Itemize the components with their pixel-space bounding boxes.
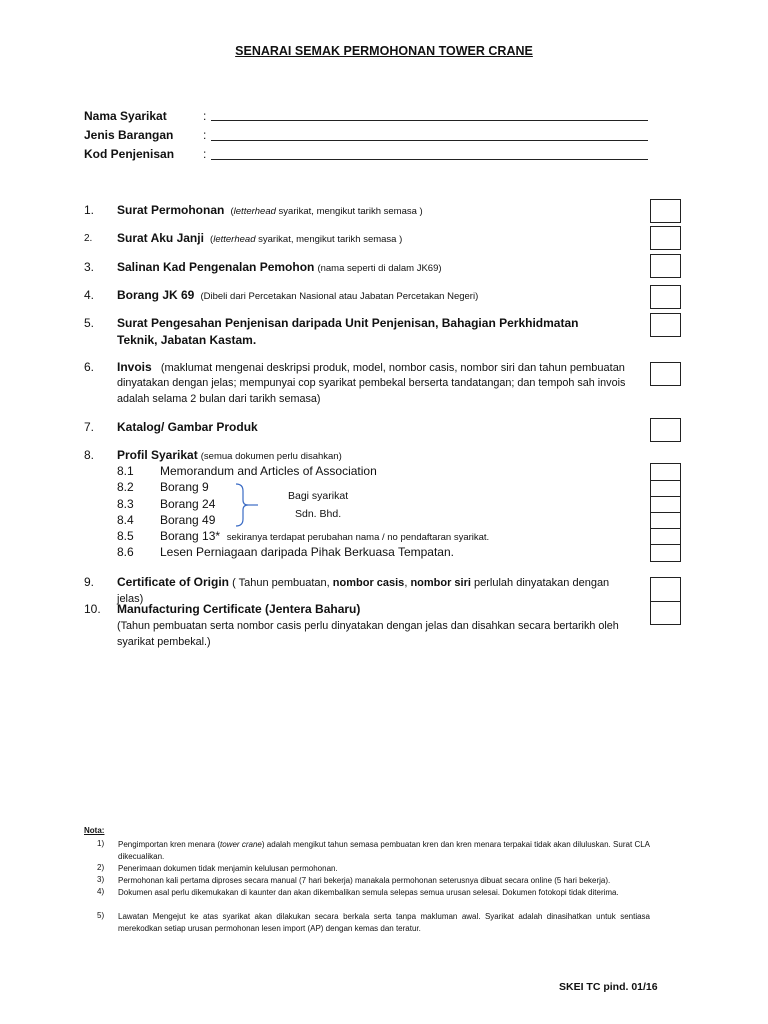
sub-item-number: 8.6 [117, 545, 134, 559]
sub-item-text: Borang 13* sekiranya terdapat perubahan nama / no pendaftaran syarikat. [160, 529, 490, 543]
sub-item-text: Borang 24 [160, 497, 216, 511]
item-6-desc-line2: dinyatakan dengan jelas; mempunyai cop syarikat pembekal berserta tandatangan; dan tempoh sah invois [117, 377, 626, 389]
nota-title: Nota: [84, 826, 105, 835]
checkbox-item-8-4[interactable] [650, 512, 681, 529]
form-code: SKEI TC pind. 01/16 [559, 981, 658, 993]
checklist-item-3: Salinan Kad Pengenalan Pemohon (nama seperti di dalam JK69) [117, 260, 442, 274]
nota-text-5: Lawatan Mengejut ke atas syarikat akan dilakukan secara berkala serta tanpa makluman awal. Syarikat adalah dinasihatkan untuk sentiasa merekodkan setiap urusan permohonan lesen import (AP) dengan kemas dan teratur. [118, 912, 650, 933]
sub-item-number: 8.5 [117, 529, 134, 543]
nota-number: 3) [97, 875, 105, 884]
item-number: 4. [84, 288, 95, 302]
checklist-item-4: Borang JK 69 (Dibeli dari Percetakan Nasional atau Jabatan Percetakan Negeri) [117, 288, 479, 302]
checklist-item-10 [117, 601, 637, 618]
checklist-item-7 [117, 419, 637, 436]
checkbox-item-5[interactable] [650, 313, 681, 337]
item-title: Manufacturing Certificate (Jentera Baharu) [117, 602, 361, 616]
item-number: 7. [84, 420, 95, 434]
item-title-line2: Teknik, Jabatan Kastam. [117, 333, 257, 347]
item-title: Invois [117, 360, 152, 374]
checkbox-item-4[interactable] [650, 285, 681, 309]
item-number: 3. [84, 260, 95, 274]
page-title: SENARAI SEMAK PERMOHONAN TOWER CRANE [235, 44, 533, 58]
checkbox-item-8-1[interactable] [650, 463, 681, 481]
item-number: 9. [84, 575, 95, 589]
checkbox-item-9[interactable] [650, 577, 681, 602]
field-colon: : [203, 147, 207, 161]
checkbox-item-8-3[interactable] [650, 496, 681, 513]
sub-item-text: Borang 9 [160, 480, 209, 494]
checkbox-item-1[interactable] [650, 199, 681, 223]
curly-brace-icon [234, 482, 264, 528]
item-6-desc-line3: adalah selama 2 bulan dari tarikh semasa) [117, 393, 321, 405]
nama-syarikat-input-line[interactable] [211, 120, 648, 121]
nota-number: 2) [97, 863, 105, 872]
item-number: 6. [84, 360, 95, 374]
nota-number: 4) [97, 887, 105, 896]
nota-text-1: Pengimportan kren menara (tower crane) adalah mengikut tahun semasa pembuatan kren dan kren menara terpakai tidak akan diluluskan. Surat CLA dikecualikan. [118, 840, 651, 861]
sub-item-number: 8.4 [117, 513, 134, 527]
checkbox-item-8-6[interactable] [650, 544, 681, 562]
item-number: 1. [84, 203, 95, 217]
checkbox-item-6[interactable] [650, 362, 681, 386]
nota-text-3: Permohonan kali pertama diproses secara manual (7 hari bekerja) manakala permohonan seterusnya dibuat secara online (5 hari bekerja). [118, 876, 611, 885]
nota-number: 5) [97, 911, 105, 920]
item-title: Surat Aku Janji [117, 231, 204, 245]
item-title: Surat Permohonan [117, 203, 225, 217]
brace-note-line2: Sdn. Bhd. [295, 508, 342, 520]
nota-text-4: Dokumen asal perlu dikemukakan di kaunter dan akan dikembalikan semula selepas semua urusan selesai. Dokumen fotokopi tidak diterima. [118, 888, 619, 897]
checklist-item-1: Surat Permohonan (letterhead syarikat, mengikut tarikh semasa ) [117, 203, 423, 217]
sub-item-number: 8.2 [117, 480, 134, 494]
sub-item-text: Lesen Perniagaan daripada Pihak Berkuasa Tempatan. [160, 545, 454, 559]
checkbox-item-3[interactable] [650, 254, 681, 278]
checkbox-item-2[interactable] [650, 226, 681, 250]
kod-penjenisan-input-line[interactable] [211, 159, 648, 160]
checklist-item-8: Profil Syarikat (semua dokumen perlu disahkan) [117, 448, 342, 462]
checkbox-item-7[interactable] [650, 418, 681, 442]
item-10-desc-line1: (Tahun pembuatan serta nombor casis perlu dinyatakan dengan jelas dan disahkan secara bertarikh oleh [117, 620, 619, 632]
item-title-line1: Surat Pengesahan Penjenisan daripada Unit Penjenisan, Bahagian Perkhidmatan [117, 316, 579, 330]
item-title: Salinan Kad Pengenalan Pemohon [117, 260, 315, 274]
field-label-kod-penjenisan: Kod Penjenisan [84, 147, 175, 161]
nota-text-2: Penerimaan dokumen tidak menjamin kelulusan permohonan. [118, 864, 338, 873]
item-title: Borang JK 69 [117, 288, 195, 302]
checkbox-item-10[interactable] [650, 601, 681, 625]
item-title: Profil Syarikat [117, 448, 198, 462]
checklist-item-2: Surat Aku Janji (letterhead syarikat, mengikut tarikh semasa ) [117, 231, 403, 245]
checklist-item-5 [117, 315, 637, 349]
item-number: 10. [84, 602, 101, 616]
sub-item-number: 8.3 [117, 497, 134, 511]
field-colon: : [203, 109, 207, 123]
item-number: 5. [84, 316, 95, 330]
item-number: 8. [84, 448, 95, 462]
sub-item-text: Borang 49 [160, 513, 216, 527]
item-title: Certificate of Origin [117, 575, 230, 589]
jenis-barangan-input-line[interactable] [211, 140, 648, 141]
nota-number: 1) [97, 839, 105, 848]
field-label-jenis-barangan: Jenis Barangan [84, 128, 174, 142]
checkbox-item-8-2[interactable] [650, 480, 681, 497]
brace-note-line1: Bagi syarikat [288, 490, 349, 502]
sub-item-number: 8.1 [117, 464, 134, 478]
item-10-desc-line2: syarikat pembekal.) [117, 636, 211, 648]
item-title: Katalog/ Gambar Produk [117, 420, 258, 434]
checkbox-item-8-5[interactable] [650, 528, 681, 545]
item-number: 2. [84, 233, 93, 244]
field-label-nama-syarikat: Nama Syarikat [84, 109, 167, 123]
checklist-item-9: Certificate of Origin ( Tahun pembuatan, nombor casis, nombor siri perlulah dinyatakan dengan jelas) [117, 575, 610, 605]
checklist-item-6: Invois (maklumat mengenai deskripsi produk, model, nombor casis, nombor siri dan tahun pembuatan [117, 360, 625, 374]
field-colon: : [203, 128, 207, 142]
sub-item-text: Memorandum and Articles of Association [160, 464, 377, 478]
